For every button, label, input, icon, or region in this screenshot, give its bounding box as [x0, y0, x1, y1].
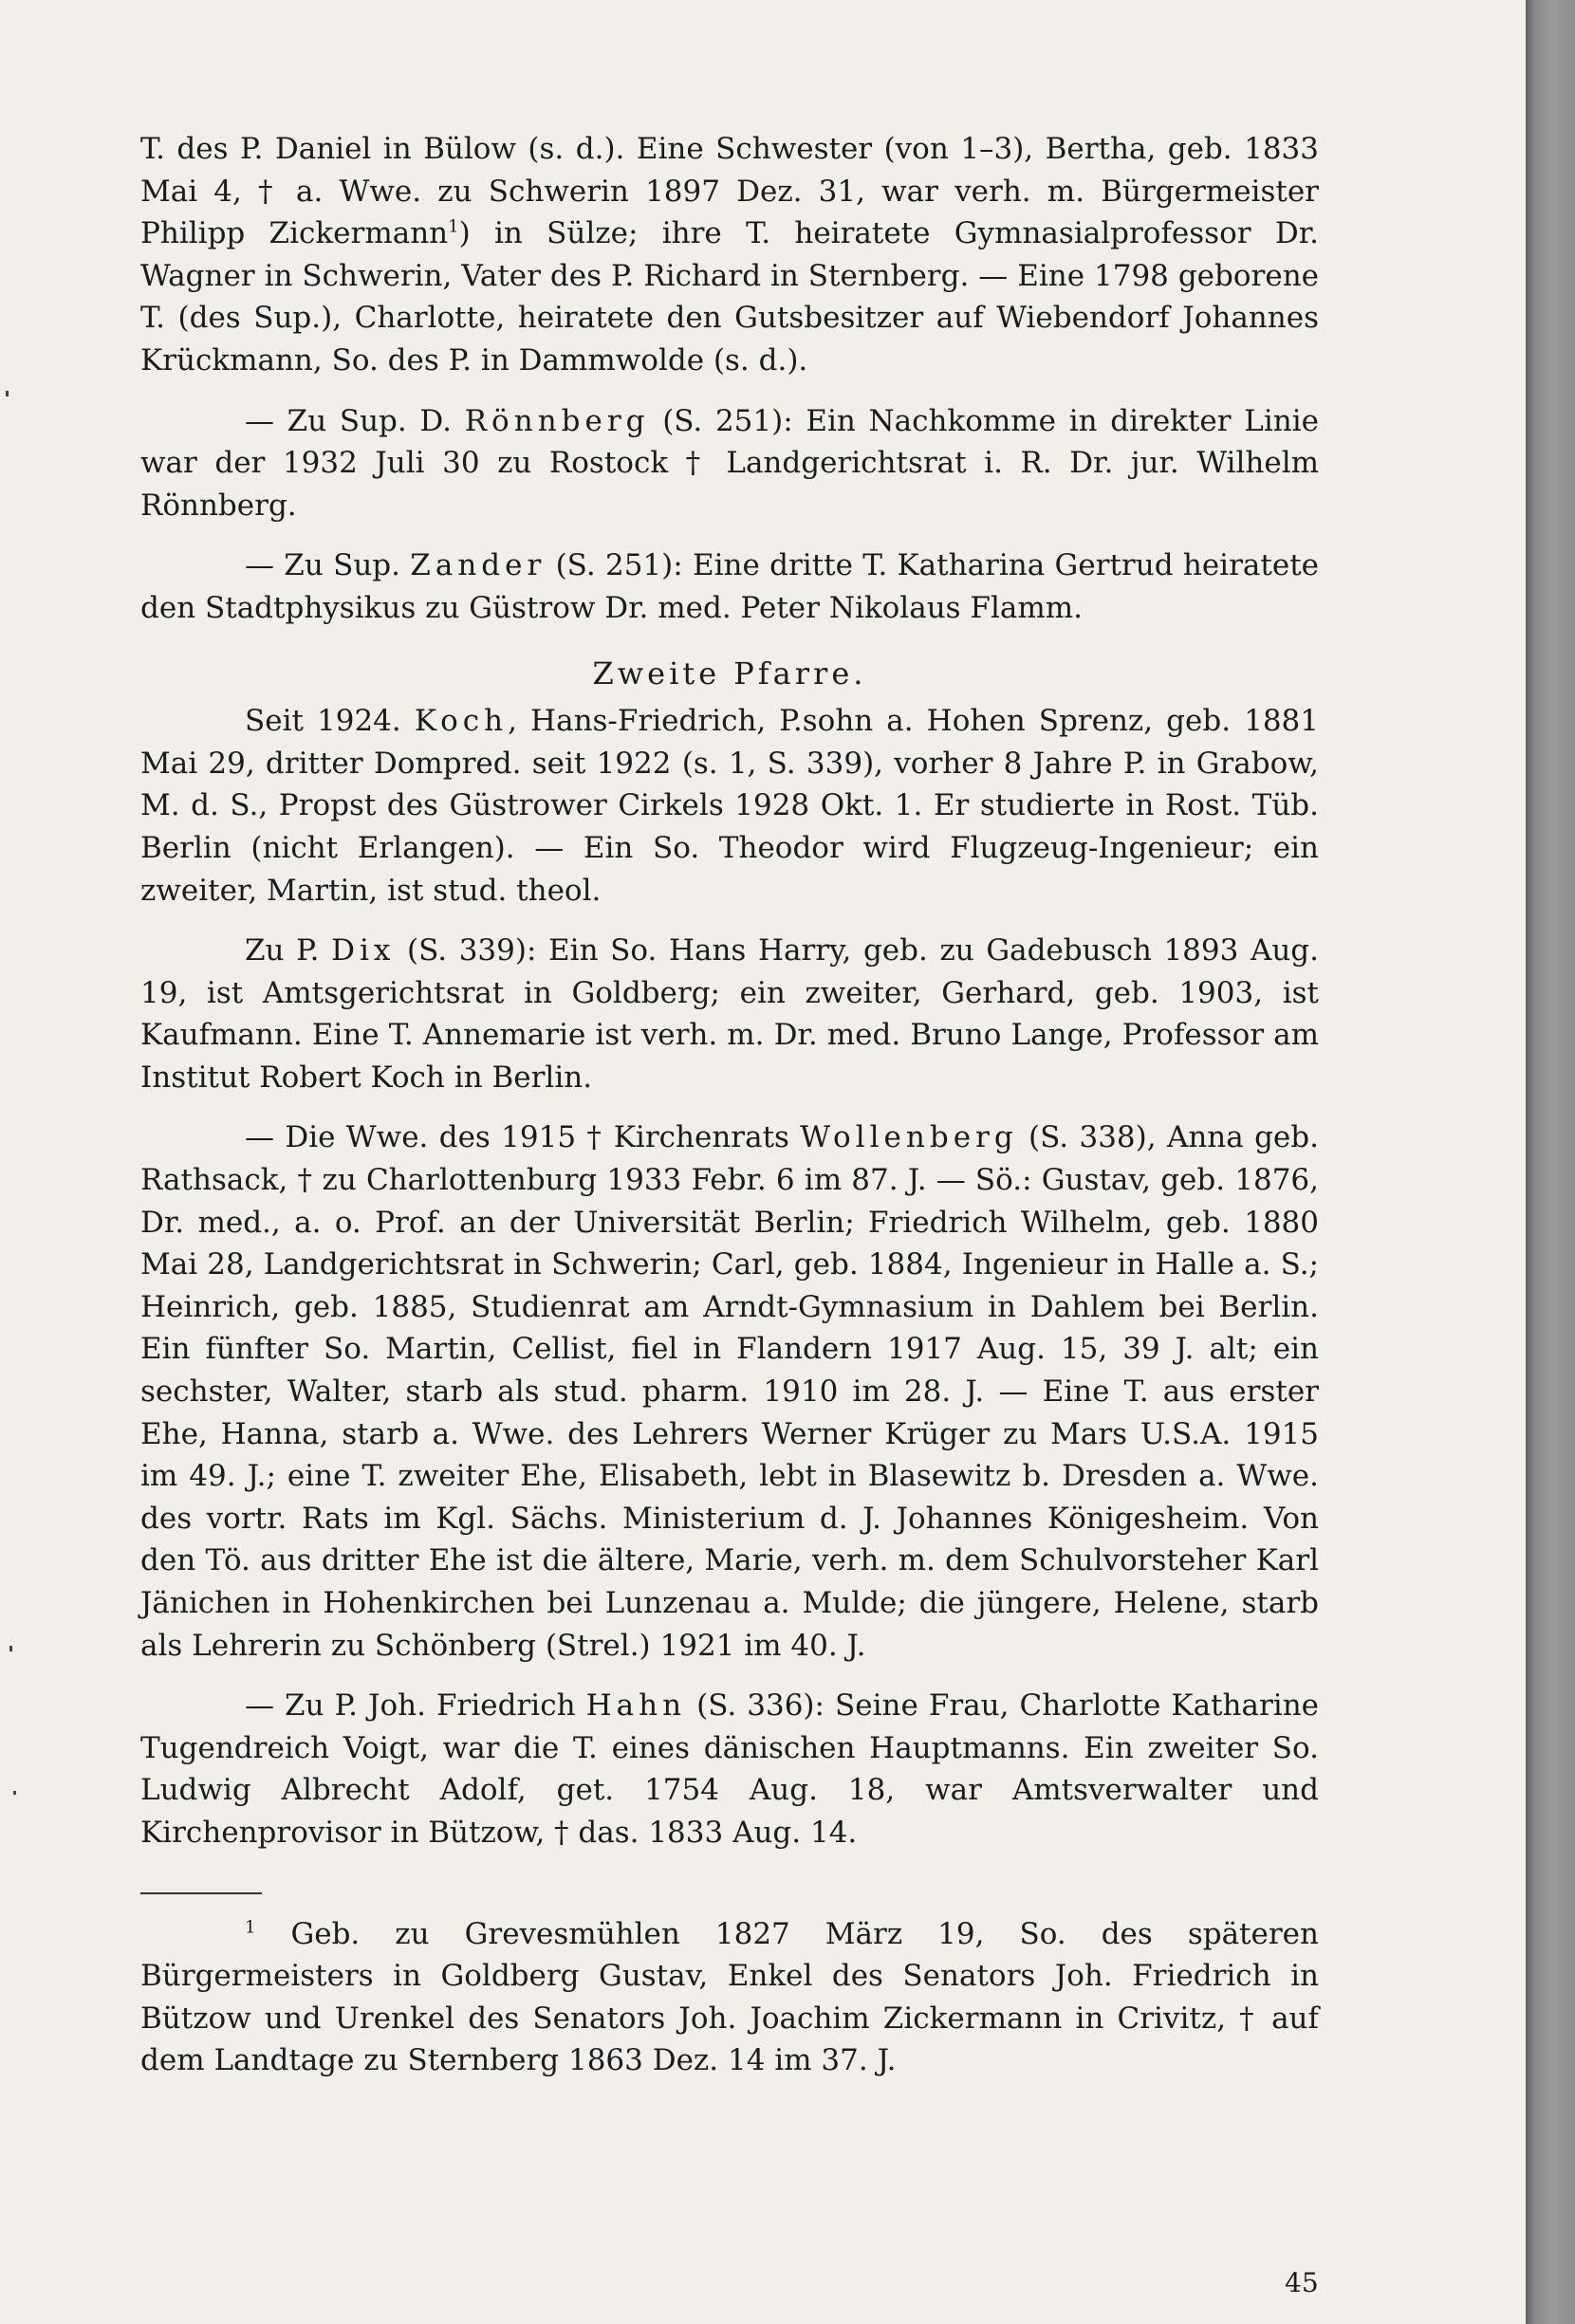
paragraph-text: Zu P.: [245, 933, 332, 968]
footnote-text: Geb. zu Grevesmühlen 1827 März 19, So. des späteren Bürgermeisters in Goldberg Gustav, Enkel des Senators Joh. Friedrich in Bützow und Urenkel des Senators Joh. Joachim Zickermann in Crivitz, † auf dem Landtage zu Sternberg 1863 Dez. 14 im 37. J.: [140, 1916, 1319, 2078]
paragraph-wollenberg: [140, 1116, 1319, 1667]
person-name: Koch: [414, 704, 509, 739]
person-name: Wollenberg: [800, 1120, 1018, 1155]
paragraph-text: ) in Sülze; ihre T. heiratete Gymnasialprofessor Dr. Wagner in Schwerin, Vater des P. Richard in Sternberg. — Eine 1798 geborene T. (des Sup.), Charlotte, heiratete den Gutsbesitzer auf Wiebendorf Johannes Krückmann, So. des P. in Dammwolde (s. d.).: [140, 216, 1320, 378]
paragraph-bulow: [140, 128, 1319, 382]
paragraph-text: — Zu Sup. D.: [245, 403, 465, 438]
scan-speck: [6, 391, 9, 397]
footnote-divider: [140, 1892, 262, 1894]
paragraph-ronnberg: [140, 400, 1319, 527]
section-heading: Zweite Pfarre.: [592, 655, 867, 692]
paragraph-text: (S. 339): Ein So. Hans Harry, geb. zu Gadebusch 1893 Aug. 19, ist Amtsgerichtsrat in Goldberg; ein zweiter, Gerhard, geb. 1903, ist Kaufmann. Eine T. Annemarie ist verh. m. Dr. med. Bruno Lange, Professor am Institut Robert Koch in Berlin.: [140, 933, 1319, 1095]
paragraph-text: (S. 251): Eine dritte T. Katharina Gertrud heiratete den Stadtphysikus zu Güstrow Dr. med. Peter Nikolaus Flamm.: [140, 548, 1319, 625]
paragraph-text: (S. 338), Anna geb. Rathsack, † zu Charlottenburg 1933 Febr. 6 im 87. J. — Sö.: Gustav, geb. 1876, Dr. med., a. o. Prof. an der Universität Berlin; Friedrich Wilhelm, geb. 1880 Mai 28, Landgerichtsrat in Schwerin; Carl, geb. 1884, Ingenieur in Halle a. S.; Heinrich, geb. 1885, Studienrat am Arndt-Gymnasium in Dahlem bei Berlin. Ein fünfter So. Martin, Cellist, fiel in Flandern 1917 Aug. 15, 39 J. alt; ein sechster, Walter, starb als stud. pharm. 1910 im 28. J. — Eine T. aus erster Ehe, Hanna, starb a. Wwe. des Lehrers Werner Krüger zu Mars U.S.A. 1915 im 49. J.; eine T. zweiter Ehe, Elisabeth, lebt in Blasewitz b. Dresden a. Wwe. des vortr. Rats im Kgl. Sächs. Ministerium d. J. Johannes Königesheim. Von den Tö. aus dritter Ehe ist die ältere, Marie, verh. m. dem Schulvorsteher Karl Jänichen in Hohenkirchen bei Lunzenau a. Mulde; die jüngere, Helene, starb als Lehrerin zu Schönberg (Strel.) 1921 im 40. J.: [140, 1120, 1319, 1663]
person-name: Rönnberg: [464, 403, 650, 438]
paragraph-dix: [140, 930, 1319, 1098]
scan-gutter: [1526, 0, 1575, 2324]
footnote: [140, 1913, 1319, 2082]
paragraph-koch: [140, 700, 1319, 912]
footnote-reference: 1: [448, 216, 459, 237]
paragraph-text: Seit 1924.: [245, 704, 415, 739]
footnote-marker: 1: [245, 1917, 256, 1938]
paragraph-hahn: [140, 1685, 1319, 1854]
paragraph-text: — Zu Sup.: [245, 548, 411, 583]
paragraph-text: , Hans-Friedrich, P.sohn a. Hohen Sprenz, geb. 1881 Mai 29, dritter Dompred. seit 1922 (s. 1, S. 339), vorher 8 Jahre P. in Grabow, M. d. S., Propst des Güstrower Cirkels 1928 Okt. 1. Er studierte in Rost. Tüb. Berlin (nicht Erlangen). — Ein So. Theodor wird Flugzeug-Ingenieur; ein zweiter, Martin, ist stud. theol.: [140, 704, 1319, 908]
paragraph-text: T. des P. Daniel in Bülow (s. d.). Eine Schwester (von 1–3), Bertha, geb. 1833 Mai 4, † a. Wwe. zu Schwerin 1897 Dez. 31, war verh. m. Bürgermeister Philipp Zickermann: [140, 132, 1319, 251]
paragraph-text: — Zu P. Joh. Friedrich: [245, 1688, 586, 1724]
person-name: Dix: [331, 933, 396, 968]
paragraph-text: (S. 336): Seine Frau, Charlotte Katharine Tugendreich Voigt, war die T. eines dänischen Hauptmanns. Ein zweiter So. Ludwig Albrecht Adolf, get. 1754 Aug. 18, war Amtsverwalter und Kirchenprovisor in Bützow, † das. 1833 Aug. 14.: [140, 1688, 1320, 1850]
person-name: Zander: [410, 548, 547, 583]
main-text-block: [140, 128, 1319, 2082]
scan-speck: [13, 1791, 16, 1795]
paragraph-zander: [140, 544, 1319, 629]
scan-speck: [9, 1646, 12, 1651]
paragraph-text: — Die Wwe. des 1915 † Kirchenrats: [245, 1120, 801, 1155]
page-number: 45: [1285, 2267, 1319, 2298]
person-name: Hahn: [585, 1688, 687, 1724]
paragraph-text: (S. 251): Ein Nachkomme in direkter Linie war der 1932 Juli 30 zu Rostock † Landgerichtsrat i. R. Dr. jur. Wilhelm Rönnberg.: [140, 403, 1319, 523]
